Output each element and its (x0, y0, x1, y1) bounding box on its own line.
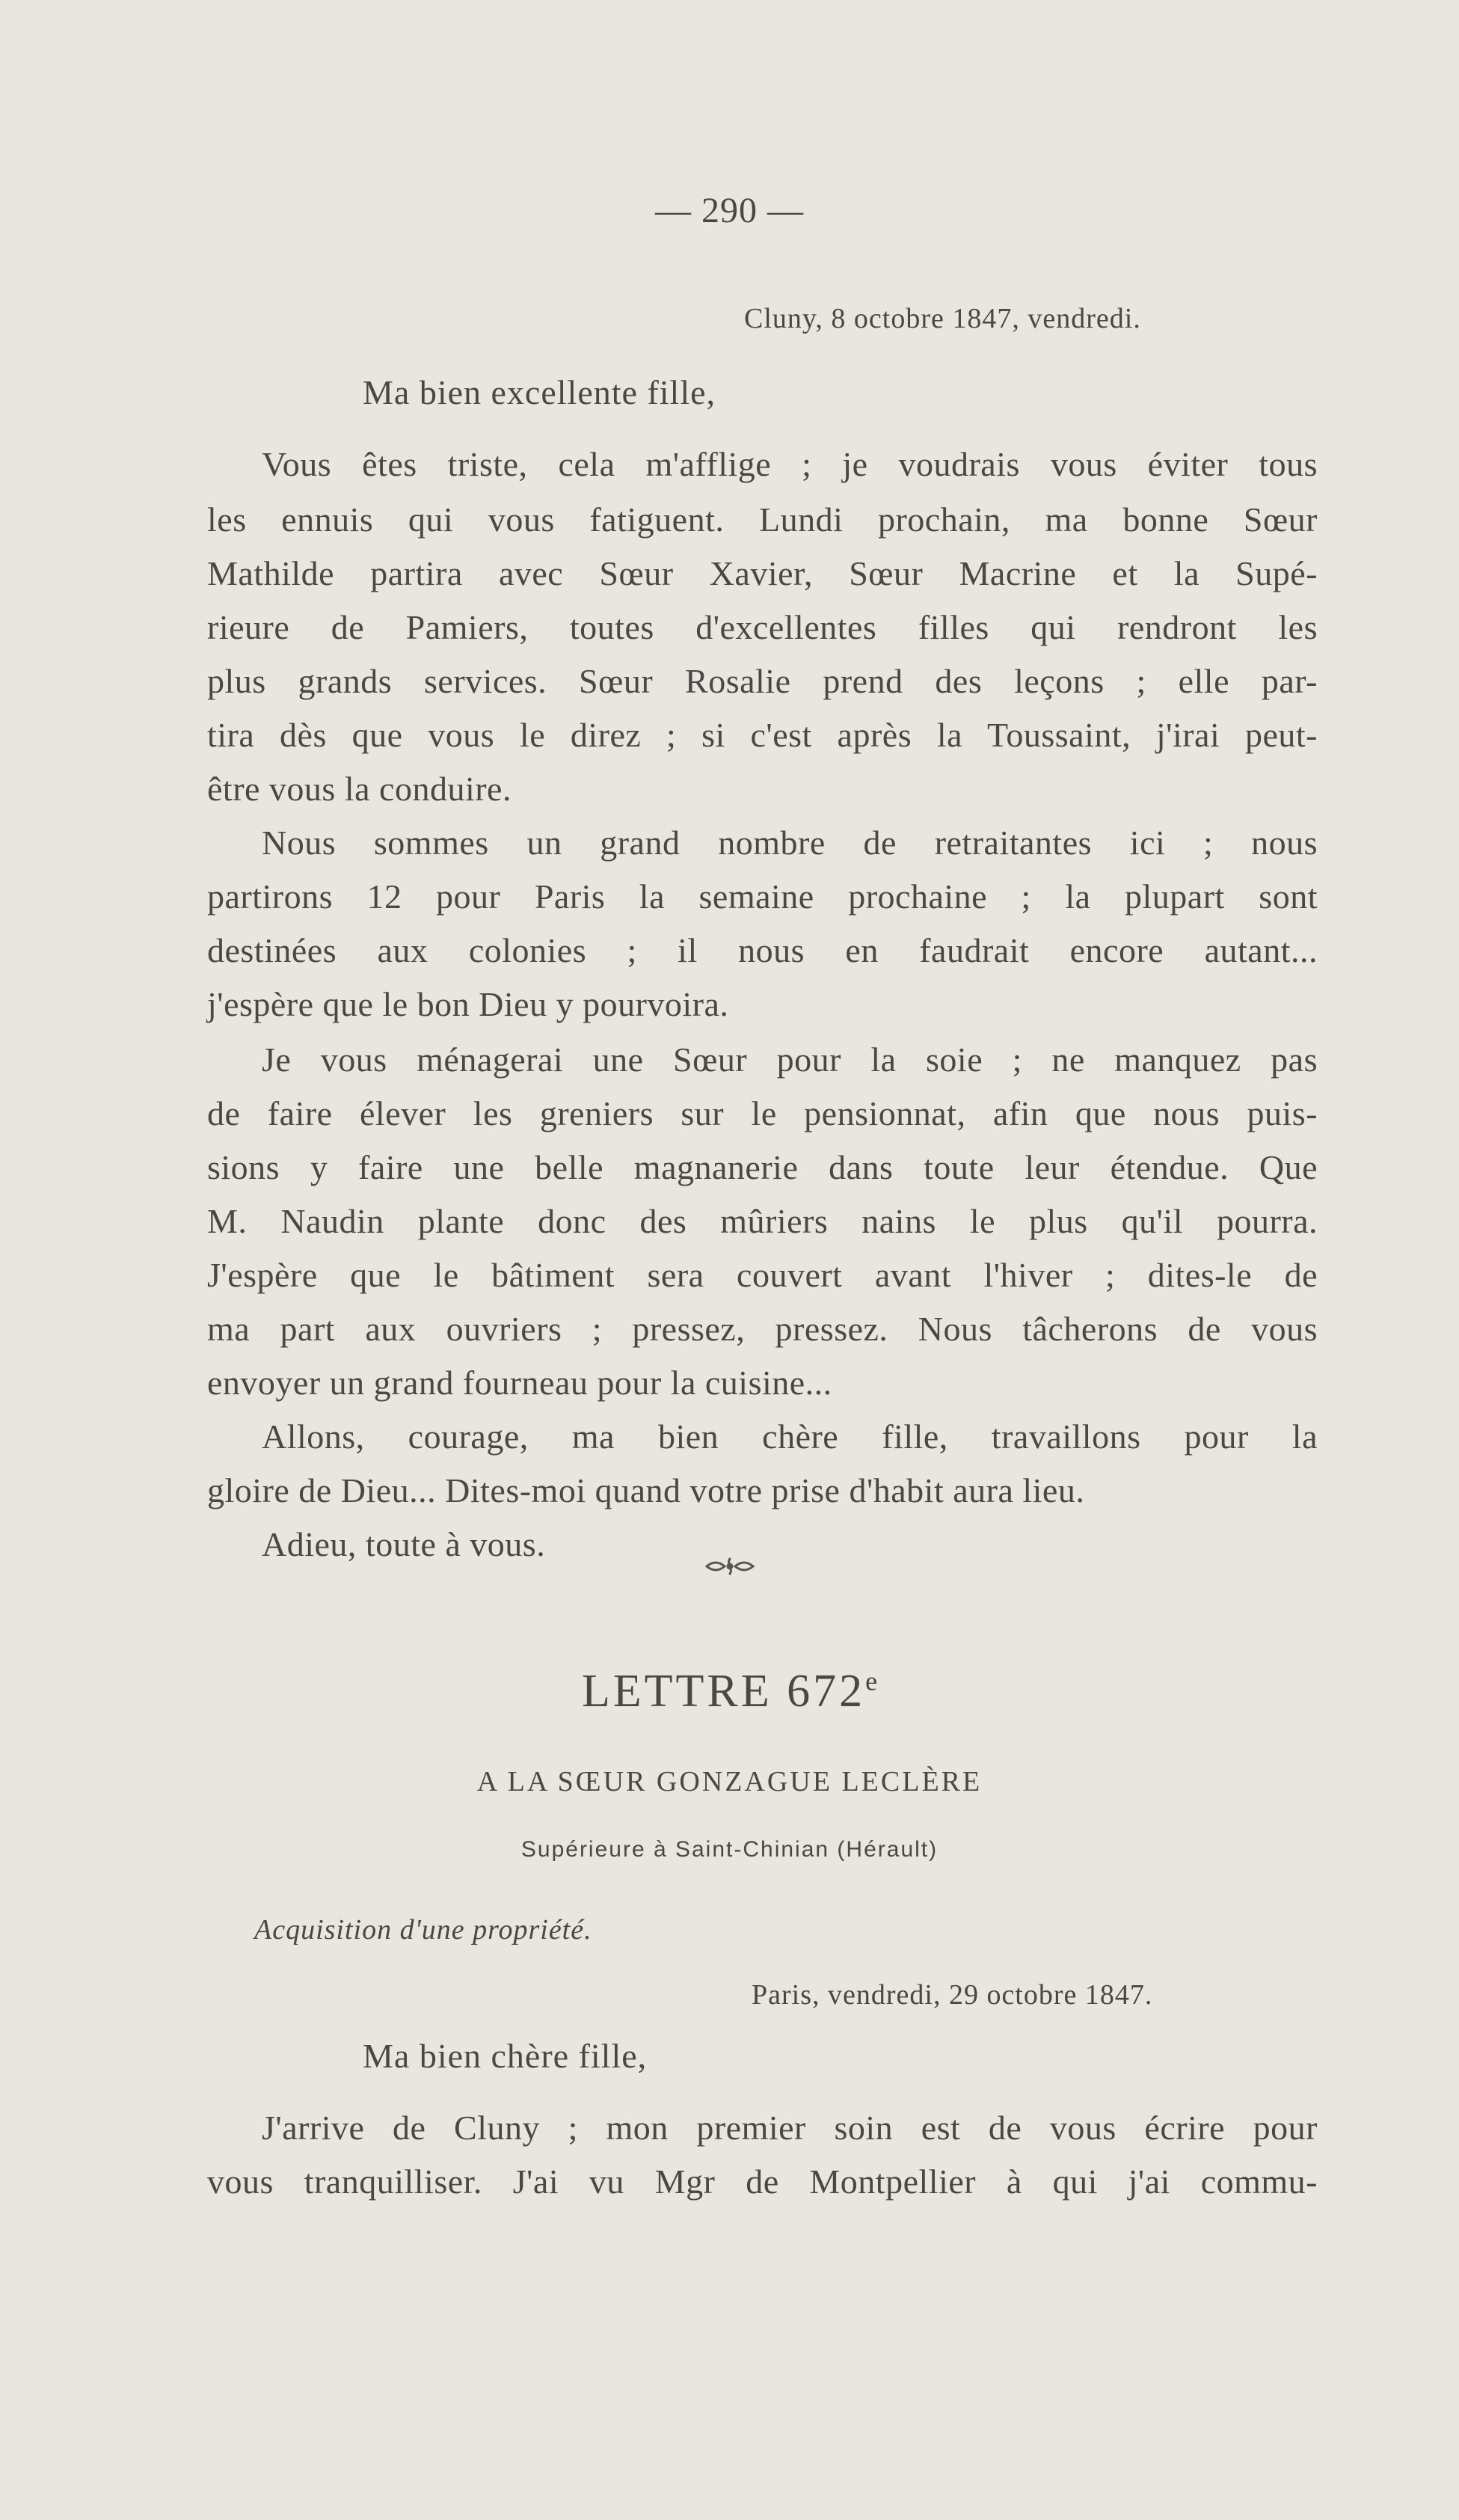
body-line: Adieu, toute à vous. (262, 1525, 546, 1563)
letter-title-suffix: e (865, 1666, 878, 1696)
body-line: j'espère que le bon Dieu y pourvoira. (207, 985, 729, 1023)
body-line: destinées aux colonies ; il nous en faudrait encore autant... (207, 931, 1318, 969)
ornament-divider-icon (0, 1556, 1459, 1581)
body-line: M. Naudin plante donc des mûriers nains le plus qu'il pourra. (207, 1202, 1318, 1240)
body-line: de faire élever les greniers sur le pensionnat, afin que nous puis- (207, 1094, 1318, 1132)
body-line: vous tranquilliser. J'ai vu Mgr de Montpellier à qui j'ai commu- (207, 2162, 1318, 2201)
body-line: Mathilde partira avec Sœur Xavier, Sœur Macrine et la Supé- (207, 554, 1318, 592)
letter-recipient: A LA SŒUR GONZAGUE LECLÈRE (476, 1766, 983, 1797)
letter-title (0, 1665, 1459, 1718)
body-line: être vous la conduire. (207, 770, 512, 808)
body-line: Vous êtes triste, cela m'afflige ; je voudrais vous éviter tous (262, 445, 1318, 483)
body-line: tira dès que vous le direz ; si c'est après la Toussaint, j'irai peut- (207, 716, 1318, 754)
letter-two-salutation: Ma bien chère fille, (363, 2037, 648, 2075)
body-line: Allons, courage, ma bien chère fille, travaillons pour la (262, 1417, 1318, 1456)
letter-one-dateline: Cluny, 8 octobre 1847, vendredi. (744, 303, 1141, 334)
body-line: envoyer un grand fourneau pour la cuisine... (207, 1364, 832, 1402)
body-line: Nous sommes un grand nombre de retraitantes ici ; nous (262, 824, 1318, 862)
body-line: ma part aux ouvriers ; pressez, pressez. Nous tâcherons de vous (207, 1310, 1318, 1348)
page-number: — 290 — (655, 191, 804, 230)
body-line: J'arrive de Cluny ; mon premier soin est de vous écrire pour (262, 2109, 1318, 2147)
letter-one-salutation: Ma bien excellente fille, (363, 373, 716, 411)
body-line: plus grands services. Sœur Rosalie prend des leçons ; elle par- (207, 662, 1318, 700)
body-line: partirons 12 pour Paris la semaine prochaine ; la plupart sont (207, 877, 1318, 916)
letter-title-text: LETTRE 672 (581, 1666, 866, 1717)
letter-subject: Acquisition d'une propriété. (254, 1914, 592, 1946)
body-line: J'espère que le bâtiment sera couvert avant l'hiver ; dites-le de (207, 1256, 1318, 1294)
letter-two-dateline: Paris, vendredi, 29 octobre 1847. (752, 1979, 1153, 2011)
body-line: les ennuis qui vous fatiguent. Lundi prochain, ma bonne Sœur (207, 500, 1318, 539)
body-line: sions y faire une belle magnanerie dans toute leur étendue. Que (207, 1148, 1318, 1186)
body-line: rieure de Pamiers, toutes d'excellentes filles qui rendront les (207, 608, 1318, 646)
body-line: Je vous ménagerai une Sœur pour la soie ; ne manquez pas (262, 1040, 1318, 1079)
recipient-title: Supérieure à Saint-Chinian (Hérault) (520, 1837, 939, 1862)
body-line: gloire de Dieu... Dites-moi quand votre prise d'habit aura lieu. (207, 1471, 1085, 1509)
